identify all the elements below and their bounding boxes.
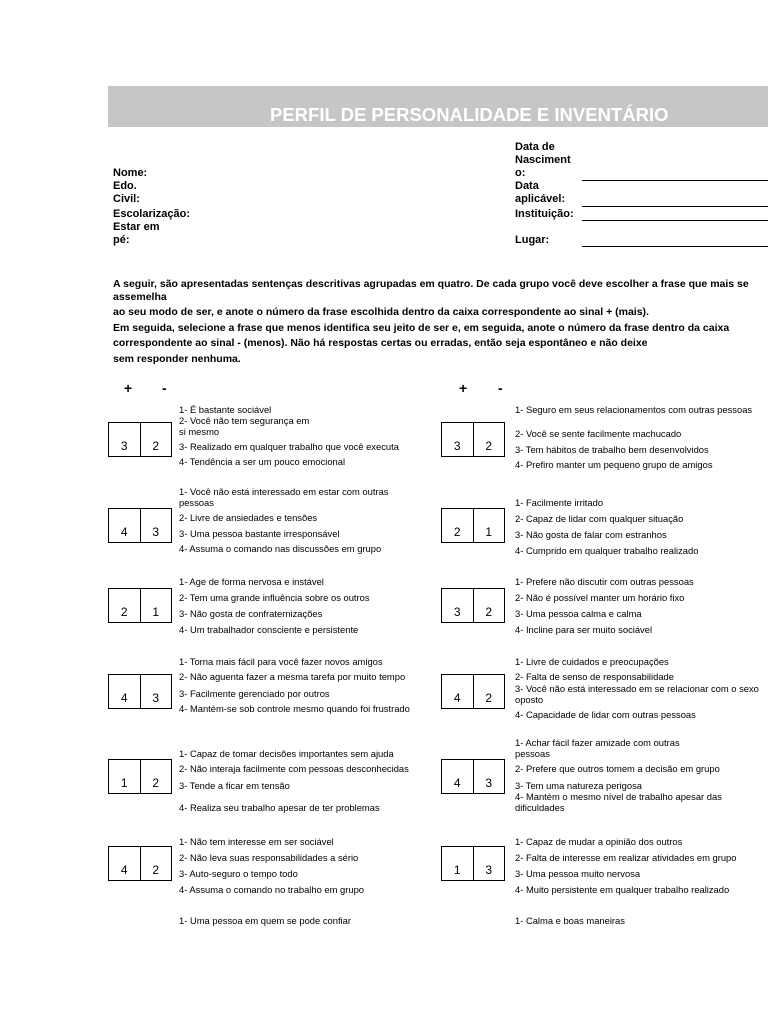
instruction-line: assemelha	[113, 290, 167, 303]
label-pe: pé:	[113, 234, 130, 246]
statement: 3- Você não está interessado em se relacionar com o sexo	[515, 683, 759, 694]
label-nome: Nome:	[113, 167, 148, 179]
statement: 4- Prefiro manter um pequeno grupo de amigos	[515, 459, 713, 470]
statement: 3- Realizado em qualquer trabalho que você executa	[179, 441, 399, 452]
statement: pessoas	[179, 497, 214, 508]
label-escolarizacao: Escolarização:	[113, 208, 191, 220]
statement-trailing-left: 1- Uma pessoa em quem se pode confiar	[179, 915, 351, 926]
minus-answer-cell[interactable]: 2	[473, 589, 505, 622]
plus-header-right: +	[459, 380, 468, 396]
plus-answer-cell[interactable]: 3	[453, 439, 461, 453]
answer-box-right-3	[441, 588, 505, 623]
statement: 1- Age de forma nervosa e instável	[179, 576, 324, 587]
answer-box-right-1	[441, 422, 505, 457]
statement: dificuldades	[515, 802, 565, 813]
label-data-nascimento-1: Data de	[515, 141, 555, 153]
minus-answer-cell[interactable]: 2	[473, 423, 505, 456]
answer-box-left-6	[108, 846, 172, 881]
statement: 1- Não tem interesse em ser sociável	[179, 836, 334, 847]
minus-answer-cell[interactable]: 1	[473, 509, 505, 542]
plus-answer-cell[interactable]: 4	[120, 691, 128, 705]
statement: 4- Mantém-se sob controle mesmo quando foi frustrado	[179, 703, 410, 714]
label-data-nascimento-3: o:	[515, 167, 526, 179]
statement: 2- Você não tem segurança em	[179, 415, 310, 426]
answer-box-left-4	[108, 674, 172, 709]
statement: si mesmo	[179, 426, 220, 437]
plus-header-left: +	[124, 380, 133, 396]
statement: 3- Tem hábitos de trabalho bem desenvolvidos	[515, 444, 709, 455]
statement: 3- Uma pessoa calma e calma	[515, 608, 642, 619]
statement: 3- Não gosta de confraternizações	[179, 608, 323, 619]
statement: 3- Facilmente gerenciado por outros	[179, 688, 330, 699]
plus-answer-cell[interactable]: 2	[453, 525, 461, 539]
statement-group-right-4	[515, 656, 759, 720]
plus-answer-cell[interactable]: 1	[453, 863, 461, 877]
instructions	[113, 277, 768, 367]
minus-answer-cell[interactable]: 2	[140, 847, 172, 880]
statement: 4- Mantém o mesmo nível de trabalho apesar das	[515, 791, 722, 802]
statement-group-left-1	[179, 404, 399, 467]
plus-answer-cell[interactable]: 2	[120, 605, 128, 619]
statement: 1- Você não está interessado em estar com outras	[179, 486, 389, 497]
instruction-line: correspondente ao sinal - (menos). Não há respostas certas ou erradas, então seja espontâneo e não deixe	[113, 337, 648, 349]
field-line-instituicao[interactable]	[582, 220, 768, 221]
statement: 2- Prefere que outros tomem a decisão em grupo	[515, 763, 720, 774]
label-data-aplicavel-2: aplicável:	[515, 193, 566, 205]
statement: 2- Falta de senso de responsabilidade	[515, 671, 674, 682]
plus-answer-cell[interactable]: 4	[120, 525, 128, 539]
statement: 3- Auto-seguro o tempo todo	[179, 868, 298, 879]
statement: 3- Uma pessoa bastante irresponsável	[179, 528, 340, 539]
statement-group-left-3	[179, 576, 370, 635]
statement-group-left-2	[179, 486, 389, 554]
statement: 2- Capaz de lidar com qualquer situação	[515, 513, 684, 524]
statement: 1- É bastante sociável	[179, 404, 272, 415]
statement-group-left-5	[179, 748, 409, 813]
statement: 1- Seguro em seus relacionamentos com outras pessoas	[515, 404, 753, 415]
statement: pessoas	[515, 748, 550, 759]
statement: 4- Um trabalhador consciente e persistente	[179, 624, 359, 635]
statement-trailing-right: 1- Calma e boas maneiras	[515, 915, 625, 926]
statement-group-right-3	[515, 576, 694, 635]
answer-box-left-3	[108, 588, 172, 623]
statement: 4- Cumprido em qualquer trabalho realizado	[515, 545, 699, 556]
instruction-line: Em seguida, selecione a frase que menos identifica seu jeito de ser e, em seguida, anote o número da frase dentro da caixa	[113, 321, 730, 334]
minus-answer-cell[interactable]: 2	[473, 675, 505, 708]
statement: 2- Você se sente facilmente machucado	[515, 428, 682, 439]
statement: 2- Não aguenta fazer a mesma tarefa por muito tempo	[179, 671, 406, 682]
statement: 1- Prefere não discutir com outras pessoas	[515, 576, 694, 587]
statement: 4- Assuma o comando nas discussões em grupo	[179, 543, 382, 554]
instruction-line: A seguir, são apresentadas sentenças descritivas agrupadas em quatro. De cada grupo você deve escolher a frase que mais se	[113, 278, 749, 290]
plus-answer-cell[interactable]: 4	[120, 863, 128, 877]
statement: 3- Uma pessoa muito nervosa	[515, 868, 641, 879]
answer-box-right-5	[441, 759, 505, 794]
field-line-data-aplicavel[interactable]	[582, 206, 768, 207]
label-edo: Edo.	[113, 180, 137, 192]
statement-group-right-1	[515, 404, 752, 470]
statement: 4- Muito persistente em qualquer trabalho realizado	[515, 884, 730, 895]
field-line-data-nascimento[interactable]	[582, 180, 768, 181]
answer-box-right-6	[441, 846, 505, 881]
answer-box-right-2	[441, 508, 505, 543]
statement: 2- Tem uma grande influência sobre os outros	[179, 592, 370, 603]
statement: 4- Assuma o comando no trabalho em grupo	[179, 884, 365, 895]
form-title: PERFIL DE PERSONALIDADE E INVENTÁRIO	[270, 104, 669, 125]
statement: 1- Torna mais fácil para você fazer novos amigos	[179, 656, 383, 667]
minus-answer-cell[interactable]: 2	[140, 760, 172, 793]
instruction-line: ao seu modo de ser, e anote o número da frase escolhida dentro da caixa correspondente ao sinal + (mais).	[113, 306, 649, 318]
plus-answer-cell[interactable]: 4	[453, 691, 461, 705]
statement: 1- Achar fácil fazer amizade com outras	[515, 737, 680, 748]
minus-answer-cell[interactable]: 3	[140, 509, 172, 542]
minus-header-right: -	[498, 380, 503, 396]
statement: 1- Capaz de tomar decisões importantes sem ajuda	[179, 748, 394, 759]
plus-answer-cell[interactable]: 4	[453, 776, 461, 790]
minus-answer-cell[interactable]: 3	[473, 760, 505, 793]
label-lugar: Lugar:	[515, 234, 550, 246]
statement: 4- Realiza seu trabalho apesar de ter problemas	[179, 802, 380, 813]
minus-answer-cell[interactable]: 3	[140, 675, 172, 708]
statement: 2- Falta de interesse em realizar atividades em grupo	[515, 852, 737, 863]
minus-answer-cell[interactable]: 2	[140, 423, 172, 456]
statement: 1- Capaz de mudar a opinião dos outros	[515, 836, 683, 847]
plus-answer-cell[interactable]: 1	[120, 776, 128, 790]
statement-group-right-5	[515, 737, 722, 813]
statement: 1- Facilmente irritado	[515, 497, 604, 508]
minus-answer-cell[interactable]: 1	[140, 589, 172, 622]
answer-box-left-2	[108, 508, 172, 543]
answer-box-left-1	[108, 422, 172, 457]
instruction-line: sem responder nenhuma.	[113, 352, 241, 365]
field-line-lugar[interactable]	[582, 246, 768, 247]
statement: 2- Não é possível manter um horário fixo	[515, 592, 685, 603]
statement: 3- Tem uma natureza perigosa	[515, 780, 642, 791]
statement-group-right-6	[515, 836, 736, 895]
statement: 4- Incline para ser muito sociável	[515, 624, 653, 635]
statement: 3- Não gosta de falar com estranhos	[515, 529, 667, 540]
plus-answer-cell[interactable]: 3	[120, 439, 128, 453]
statement: 4- Capacidade de lidar com outras pessoas	[515, 709, 696, 720]
statement: 2- Não interaja facilmente com pessoas desconhecidas	[179, 763, 409, 774]
statement: 1- Livre de cuidados e preocupações	[515, 656, 669, 667]
label-instituicao: Instituição:	[515, 208, 574, 220]
minus-header-left: -	[162, 380, 167, 396]
label-data-nascimento-2: Nasciment	[515, 154, 571, 166]
plus-answer-cell[interactable]: 3	[453, 605, 461, 619]
statement: 3- Tende a ficar em tensão	[179, 780, 290, 791]
statement-group-right-2	[515, 497, 698, 556]
statement-group-left-6	[179, 836, 364, 895]
statement: 2- Não leva suas responsabilidades a sério	[179, 852, 359, 863]
label-civil: Civil:	[113, 193, 140, 205]
statement-group-left-4	[179, 656, 410, 714]
answer-box-left-5	[108, 759, 172, 794]
statement: 4- Tendência a ser um pouco emocional	[179, 456, 346, 467]
label-estar-em: Estar em	[113, 221, 160, 233]
answer-box-right-4	[441, 674, 505, 709]
statement: oposto	[515, 694, 544, 705]
label-data-aplicavel-1: Data	[515, 180, 539, 192]
statement: 2- Livre de ansiedades e tensões	[179, 512, 318, 523]
minus-answer-cell[interactable]: 3	[473, 847, 505, 880]
